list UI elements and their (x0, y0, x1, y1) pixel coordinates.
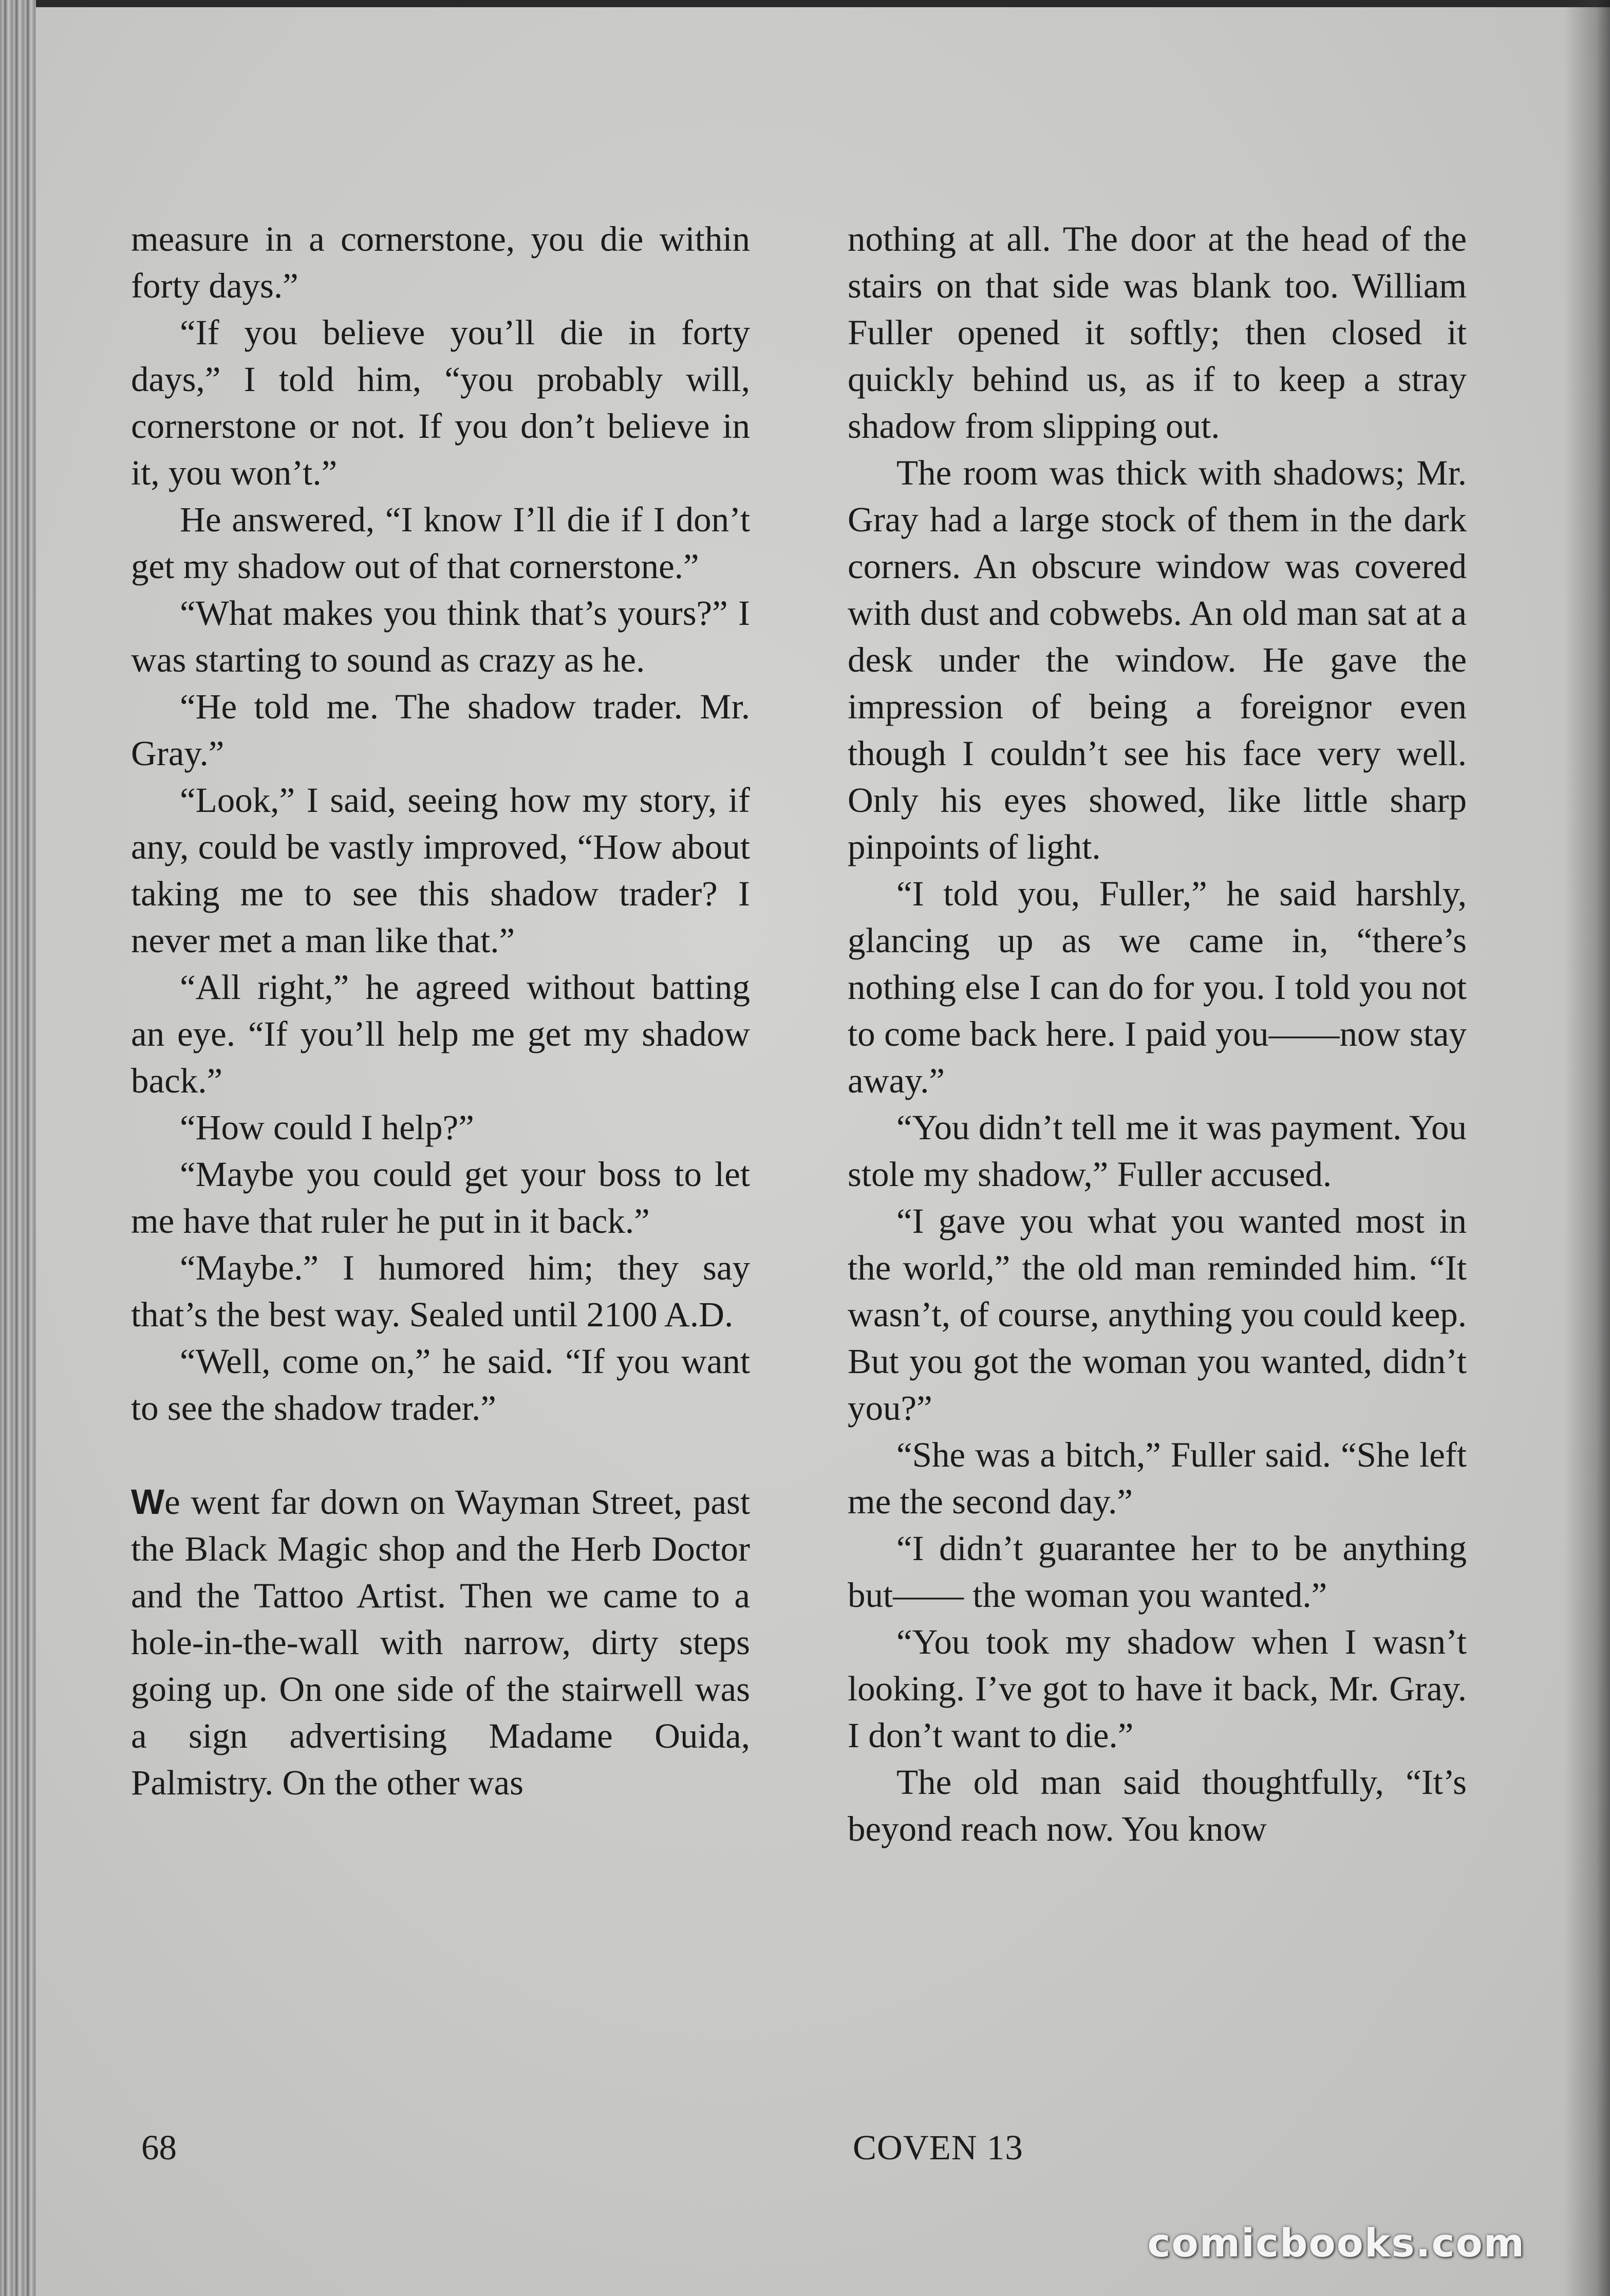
magazine-title: COVEN 13 (853, 2128, 1023, 2167)
paragraph: “Look,” I said, seeing how my story, if any, could be vastly improved, “How about taking me to see this shadow trader? I never met a man like that.” (131, 781, 750, 960)
paragraph: “He told me. The shadow trader. Mr. Gray.” (131, 687, 750, 773)
paragraph: He answered, “I know I’ll die if I don’t get my shadow out of that cornerstone.” (131, 500, 750, 586)
section-text: e went far down on Wayman Street, past the Black Magic shop and the Herb Doctor and the Tattoo Artist. Then we came to a hole-in-the-wall with narrow, dirty steps going up. On one side of the stairwell was a sign advertising Madame Ouida, Palmistry. On the other was (131, 1483, 750, 1802)
page-number: 68 (141, 2128, 177, 2167)
paragraph: nothing at all. The door at the head of the stairs on that side was blank too. William Fuller opened it softly; then closed it quickly behind us, as if to keep a stray shadow from slipping out. (848, 219, 1467, 446)
paragraph: “You took my shadow when I wasn’t looking. I’ve got to have it back, Mr. Gray. I don’t want to die.” (848, 1622, 1467, 1755)
site-watermark: comicbooks.com (1147, 2220, 1525, 2266)
paragraph: “All right,” he agreed without batting an eye. “If you’ll help me get my shadow back.” (131, 968, 750, 1100)
paragraph: “Maybe.” I humored him; they say that’s the best way. Sealed until 2100 A.D. (131, 1248, 750, 1334)
paragraph: The old man said thoughtfully, “It’s beyond reach now. You know (848, 1763, 1467, 1848)
paragraph: “How could I help?” (180, 1108, 474, 1147)
drop-cap: W (131, 1482, 165, 1522)
page-top-edge (0, 0, 1610, 7)
paragraph: “Maybe you could get your boss to let me have that ruler he put in it back.” (131, 1155, 750, 1240)
paragraph: “If you believe you’ll die in forty days,” I told him, “you probably will, cornerstone or not. If you don’t believe in it, you won’t.” (131, 313, 750, 492)
right-text-column (848, 216, 1467, 1853)
binding-spine (0, 0, 36, 2296)
page-edge-shadow (1564, 0, 1610, 2296)
paragraph: “She was a bitch,” Fuller said. “She left me the second day.” (848, 1435, 1467, 1521)
paragraph: “You didn’t tell me it was payment. You stole my shadow,” Fuller accused. (848, 1108, 1467, 1194)
paragraph: “Well, come on,” he said. “If you want to see the shadow trader.” (131, 1342, 750, 1428)
section-paragraph (131, 1478, 750, 1806)
paragraph: “I told you, Fuller,” he said harshly, glancing up as we came in, “there’s nothing else I can do for you. I told you not to come back here. I paid you——now stay away.” (848, 874, 1467, 1100)
paragraph: measure in a cornerstone, you die within forty days.” (131, 219, 750, 305)
paragraph: “What makes you think that’s yours?” I was starting to sound as crazy as he. (131, 594, 750, 679)
paragraph: The room was thick with shadows; Mr. Gray had a large stock of them in the dark corners. An obscure window was covered with dust and cobwebs. An old man sat at a desk under the window. He gave the impression of being a foreignor even though I couldn’t see his face very well. Only his eyes showed, like little sharp pinpoints of light. (848, 453, 1467, 866)
paragraph: “I didn’t guarantee her to be anything but—— the woman you wanted.” (848, 1529, 1467, 1615)
paragraph: “I gave you what you wanted most in the world,” the old man reminded him. “It wasn’t, of course, anything you could keep. But you got the woman you wanted, didn’t you?” (848, 1201, 1467, 1428)
left-text-column (131, 216, 750, 1806)
